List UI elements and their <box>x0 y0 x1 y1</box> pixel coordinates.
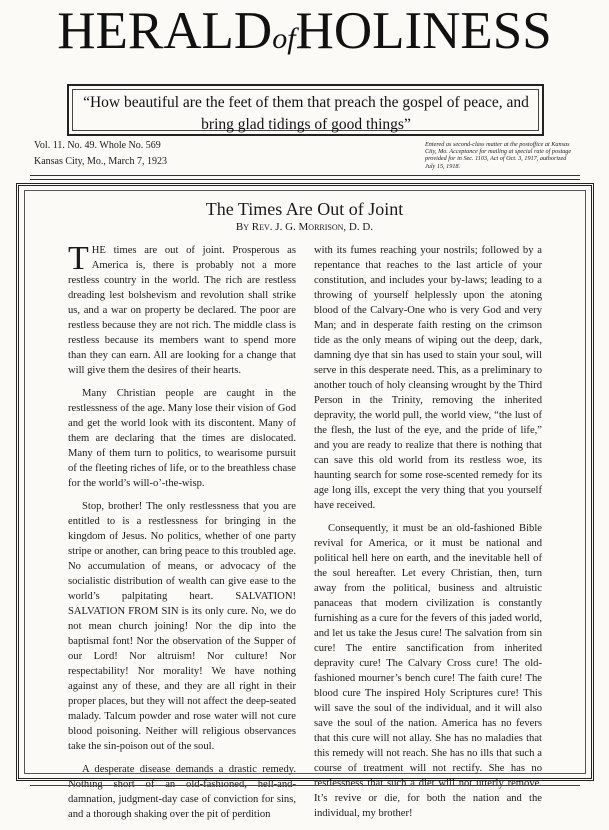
drop-cap: T <box>68 240 89 277</box>
paragraph: THE times are out of joint. Prosperous as America is, there is probably not a more restless country in the world. The rich are restless dreading lest bolshevism and revolution shall strike us, and a war on property be declared. The poor are restless because they are not rich. The middle class is restless because its members want to spend more than they can earn. All are looking for a change that will give them the desires of their hearts. <box>68 240 296 376</box>
masthead-of: of <box>272 22 296 55</box>
masthead-title <box>0 2 609 68</box>
left-column <box>68 240 296 830</box>
volume-info: Vol. 11. No. 49. Whole No. 569 <box>34 140 161 151</box>
right-column <box>314 243 542 829</box>
paragraph: Stop, brother! The only restlessness that you are entitled to is a restlessness for bringing in the kingdom of Jesus. No politics, whether of one party stripe or another, can bring peace to this troubled age. No accumulation of means, or advocacy of the socialistic distribution of wealth can give ease to the world’s palpitating heart. SALVATION! SALVATION FROM SIN is its only cure. No, we do not mean church joining! Nor the dip into the baptismal font! Nor the observation of the Supper of our Lord! Nor altruism! Nor culture! Nor respectability! Nor morality! We have nothing against any of these, and they are all right in their proper places, but they will not affect the deep-seated malady. Talcum powder and rose water will not cure blood poisoning. Neither will religious observances take the sin-poison out of the soul. <box>68 501 296 752</box>
article-byline: By Rev. J. G. Morrison, D. D. <box>235 221 374 233</box>
masthead-herald: HERALD <box>57 2 273 60</box>
motto-text: “How beautiful are the feet of them that preach the gospel of peace, and bring glad tidings of good things” <box>83 94 529 133</box>
paragraph: with its fumes reaching your nostrils; followed by a repentance that reaches to the last article of your constitution, and includes your by-laws; leading to a throwing of yourself helplessly upon the atoning blood of the Calvary-One who is very God and very Man; and in desperate faith resting on the crimson tide as the only means of wiping out the deep, dark, damning dye that sin has used to stain your soul, will serve in this desperate need. This, as a preliminary to another touch of holy cleansing wrought by the Third Person in the Trinity, removing the inherited depravity, the world pull, the world view, “the lust of the flesh, the lust of the eye, and the pride of life,” and you are ready to realize that there is nothing that can save this old world from its restless woe, its haunting search for some rose-scented remedy for its age long ills, except the very thing that you yourself have received. <box>314 245 542 511</box>
paragraph: A desperate disease demands a drastic remedy. Nothing short of an old-fashioned, hell-and-damnation, judgment-day case of conviction for sins, and a thorough shaking over the pit of perdition <box>68 764 296 820</box>
header-rule <box>30 175 580 180</box>
masthead-holiness: HOLINESS <box>295 2 552 60</box>
place-date: Kansas City, Mo., March 7, 1923 <box>34 156 167 167</box>
article-title: The Times Are Out of Joint <box>205 199 404 219</box>
entered-notice: Entered as second-class matter at the postoffice at Kansas City, Mo. Acceptance for mailing at special rate of postage provided for in Sec. 1103, Act of Oct. 3, 1917, authorized July 15, 1918. <box>425 141 572 170</box>
paragraph: Many Christian people are caught in the restlessness of the age. Many lose their vision of God and get the world look with its discontent. Many of them are declaring that the times are dislocated. Many of them turn to politics, to wearisome pursuit of the fleeting riches of life, or to the breathless chase for the world’s will-o’-the-wisp. <box>68 388 296 489</box>
paragraph: Consequently, it must be an old-fashioned Bible revival for America, or it must be national and political hell here on earth, and the inevitable hell of the soul hereafter. Let every Christian, then, turn away from the political, business and altruistic panaceas that modern civilization is constantly furnishing as a cure for the fevers of this jaded world, and let us take the Jesus cure! The salvation from sin cure! The entire sanctification from inherited depravity cure! The Calvary Cross cure! The old-fashioned mourner’s bench cure! The faith cure! The blood cure The inspired Holy Scriptures cure! This will save the soul of the individual, and it will also save the soul of the nation. America has no fevers that this cure will not allay. She has no maladies that this remedy will not reach. She has no ills that such a course of treatment will not rectify. She has no restlessness that such a diet will not utterly remove. It’s revive or die, for both the nation and the individual, my brother! <box>314 523 542 819</box>
bottom-rule <box>30 785 580 786</box>
